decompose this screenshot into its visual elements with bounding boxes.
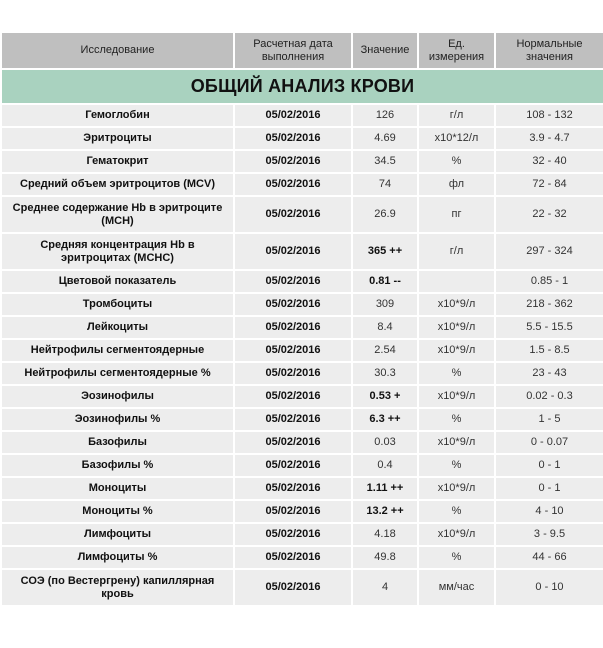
cell-test-name: Нейтрофилы сегментоядерные xyxy=(1,339,234,362)
table-row xyxy=(1,293,603,316)
cell-unit: x10*9/л xyxy=(418,316,495,339)
cell-date: 05/02/2016 xyxy=(234,339,352,362)
cell-norm: 218 - 362 xyxy=(495,293,603,316)
cell-value: 365 ++ xyxy=(352,233,418,270)
cell-test-name: Моноциты xyxy=(1,477,234,500)
cell-test-name: Эритроциты xyxy=(1,127,234,150)
cell-test-name: Средняя концентрация Hb в эритроцитах (MCHC) xyxy=(1,233,234,270)
cell-norm: 1.5 - 8.5 xyxy=(495,339,603,362)
cell-test-name: Нейтрофилы сегментоядерные % xyxy=(1,362,234,385)
cell-value: 74 xyxy=(352,173,418,196)
cell-unit: x10*12/л xyxy=(418,127,495,150)
cell-value: 6.3 ++ xyxy=(352,408,418,431)
cell-test-name: Среднее содержание Hb в эритроците (MCH) xyxy=(1,196,234,233)
blood-test-table xyxy=(0,31,603,607)
header-value: Значение xyxy=(352,32,418,69)
table-row xyxy=(1,385,603,408)
cell-norm: 0.02 - 0.3 xyxy=(495,385,603,408)
cell-unit: пг xyxy=(418,196,495,233)
cell-date: 05/02/2016 xyxy=(234,408,352,431)
cell-unit: x10*9/л xyxy=(418,477,495,500)
table-row xyxy=(1,173,603,196)
cell-unit xyxy=(418,270,495,293)
cell-test-name: Цветовой показатель xyxy=(1,270,234,293)
cell-norm: 22 - 32 xyxy=(495,196,603,233)
cell-value: 0.03 xyxy=(352,431,418,454)
cell-test-name: Эозинофилы % xyxy=(1,408,234,431)
cell-test-name: Гемоглобин xyxy=(1,104,234,127)
cell-date: 05/02/2016 xyxy=(234,477,352,500)
cell-date: 05/02/2016 xyxy=(234,270,352,293)
cell-unit: x10*9/л xyxy=(418,431,495,454)
cell-norm: 0 - 1 xyxy=(495,477,603,500)
header-norm: Нормальные значения xyxy=(495,32,603,69)
cell-norm: 1 - 5 xyxy=(495,408,603,431)
cell-test-name: Гематокрит xyxy=(1,150,234,173)
cell-unit: фл xyxy=(418,173,495,196)
header-row xyxy=(1,32,603,69)
table-row xyxy=(1,500,603,523)
cell-date: 05/02/2016 xyxy=(234,500,352,523)
cell-test-name: Моноциты % xyxy=(1,500,234,523)
cell-norm: 0 - 0.07 xyxy=(495,431,603,454)
cell-date: 05/02/2016 xyxy=(234,362,352,385)
cell-date: 05/02/2016 xyxy=(234,431,352,454)
cell-value: 4 xyxy=(352,569,418,606)
cell-norm: 3.9 - 4.7 xyxy=(495,127,603,150)
cell-date: 05/02/2016 xyxy=(234,293,352,316)
cell-unit: % xyxy=(418,500,495,523)
cell-date: 05/02/2016 xyxy=(234,454,352,477)
cell-unit: x10*9/л xyxy=(418,339,495,362)
table-row xyxy=(1,270,603,293)
header-date: Расчетная дата выполнения xyxy=(234,32,352,69)
cell-test-name: Тромбоциты xyxy=(1,293,234,316)
cell-test-name: Эозинофилы xyxy=(1,385,234,408)
cell-value: 4.18 xyxy=(352,523,418,546)
cell-date: 05/02/2016 xyxy=(234,523,352,546)
cell-test-name: Базофилы xyxy=(1,431,234,454)
cell-date: 05/02/2016 xyxy=(234,316,352,339)
table-row xyxy=(1,362,603,385)
cell-value: 49.8 xyxy=(352,546,418,569)
table-row xyxy=(1,431,603,454)
cell-test-name: СОЭ (по Вестергрену) капиллярная кровь xyxy=(1,569,234,606)
cell-unit: % xyxy=(418,408,495,431)
cell-value: 34.5 xyxy=(352,150,418,173)
cell-value: 2.54 xyxy=(352,339,418,362)
cell-unit: г/л xyxy=(418,104,495,127)
cell-value: 8.4 xyxy=(352,316,418,339)
cell-unit: x10*9/л xyxy=(418,385,495,408)
table-row xyxy=(1,316,603,339)
cell-norm: 5.5 - 15.5 xyxy=(495,316,603,339)
cell-norm: 0.85 - 1 xyxy=(495,270,603,293)
cell-value: 0.53 + xyxy=(352,385,418,408)
cell-date: 05/02/2016 xyxy=(234,546,352,569)
cell-norm: 3 - 9.5 xyxy=(495,523,603,546)
cell-unit: г/л xyxy=(418,233,495,270)
cell-value: 126 xyxy=(352,104,418,127)
cell-value: 30.3 xyxy=(352,362,418,385)
table-row xyxy=(1,150,603,173)
cell-value: 1.11 ++ xyxy=(352,477,418,500)
header-unit: Ед. измерения xyxy=(418,32,495,69)
cell-date: 05/02/2016 xyxy=(234,173,352,196)
cell-date: 05/02/2016 xyxy=(234,569,352,606)
cell-unit: мм/час xyxy=(418,569,495,606)
cell-value: 309 xyxy=(352,293,418,316)
table-row xyxy=(1,127,603,150)
cell-unit: % xyxy=(418,150,495,173)
table-row xyxy=(1,546,603,569)
table-row xyxy=(1,569,603,606)
section-title: ОБЩИЙ АНАЛИЗ КРОВИ xyxy=(1,69,603,104)
table-row xyxy=(1,196,603,233)
cell-norm: 0 - 10 xyxy=(495,569,603,606)
cell-date: 05/02/2016 xyxy=(234,233,352,270)
cell-test-name: Лейкоциты xyxy=(1,316,234,339)
cell-value: 0.4 xyxy=(352,454,418,477)
cell-norm: 297 - 324 xyxy=(495,233,603,270)
cell-unit: % xyxy=(418,546,495,569)
table-row xyxy=(1,408,603,431)
cell-unit: % xyxy=(418,362,495,385)
cell-date: 05/02/2016 xyxy=(234,150,352,173)
section-row xyxy=(1,69,603,104)
cell-value: 26.9 xyxy=(352,196,418,233)
cell-value: 4.69 xyxy=(352,127,418,150)
table-row xyxy=(1,233,603,270)
cell-norm: 108 - 132 xyxy=(495,104,603,127)
cell-norm: 32 - 40 xyxy=(495,150,603,173)
cell-norm: 72 - 84 xyxy=(495,173,603,196)
cell-date: 05/02/2016 xyxy=(234,196,352,233)
cell-norm: 4 - 10 xyxy=(495,500,603,523)
cell-norm: 23 - 43 xyxy=(495,362,603,385)
cell-test-name: Лимфоциты % xyxy=(1,546,234,569)
cell-norm: 44 - 66 xyxy=(495,546,603,569)
cell-unit: x10*9/л xyxy=(418,293,495,316)
table-row xyxy=(1,104,603,127)
table-row xyxy=(1,339,603,362)
cell-test-name: Лимфоциты xyxy=(1,523,234,546)
table-row xyxy=(1,523,603,546)
cell-value: 0.81 -- xyxy=(352,270,418,293)
cell-test-name: Базофилы % xyxy=(1,454,234,477)
table-row xyxy=(1,454,603,477)
cell-unit: x10*9/л xyxy=(418,523,495,546)
cell-test-name: Средний объем эритроцитов (MCV) xyxy=(1,173,234,196)
cell-norm: 0 - 1 xyxy=(495,454,603,477)
results-body xyxy=(1,104,603,606)
cell-value: 13.2 ++ xyxy=(352,500,418,523)
header-study: Исследование xyxy=(1,32,234,69)
table-row xyxy=(1,477,603,500)
cell-date: 05/02/2016 xyxy=(234,385,352,408)
cell-date: 05/02/2016 xyxy=(234,104,352,127)
cell-unit: % xyxy=(418,454,495,477)
cell-date: 05/02/2016 xyxy=(234,127,352,150)
